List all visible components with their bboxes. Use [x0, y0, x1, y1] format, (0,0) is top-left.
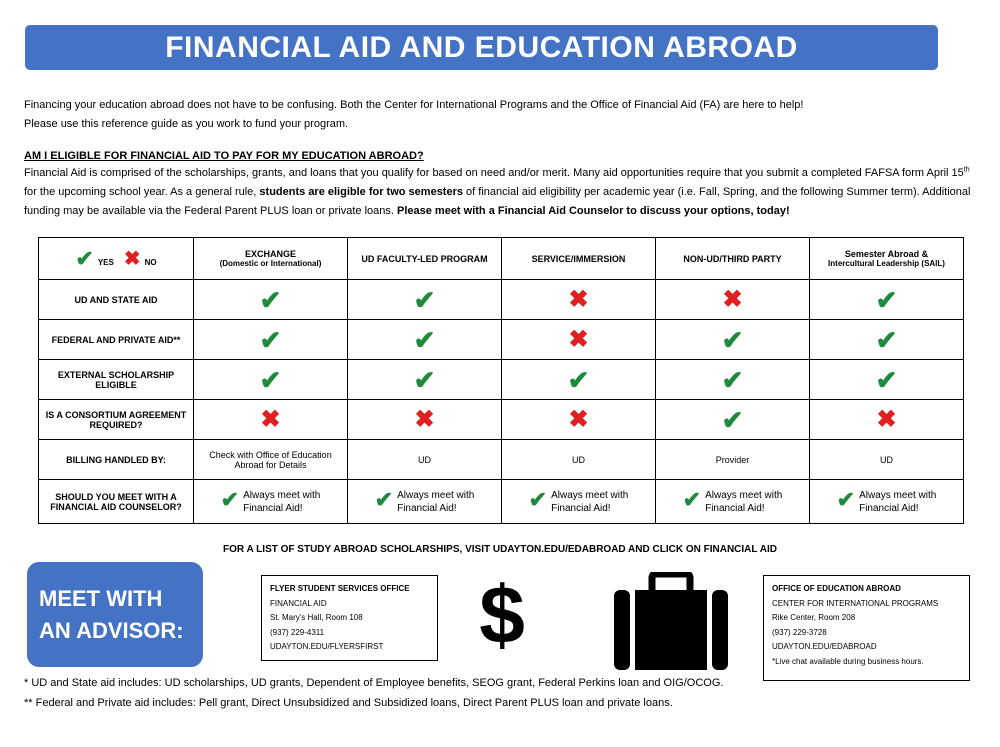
table-cell: [348, 400, 502, 440]
table-row: [39, 360, 964, 400]
para-sup: th: [963, 166, 970, 174]
row-label-text: IS A CONSORTIUM AGREEMENT REQUIRED?: [45, 409, 187, 430]
counselor-text: Financial Aid!: [705, 502, 765, 514]
legend-yes: YES: [97, 258, 114, 267]
check-icon: ✔: [567, 364, 590, 395]
column-header-label: SERVICE/IMMERSION: [531, 253, 626, 264]
table-header-row: [39, 238, 964, 280]
table-cell: [348, 320, 502, 360]
column-header-sub: Intercultural Leadership (SAIL): [828, 259, 945, 268]
check-icon: ✔: [259, 284, 282, 315]
row-label: [39, 280, 194, 320]
table-row-billing: [39, 440, 964, 480]
check-icon: ✔: [75, 245, 94, 271]
table-cell: [810, 280, 964, 320]
intro-line-1: Financing your education abroad does not have to be confusing. Both the Center for International Programs and the Office of Financial Aid (FA) are here to help!: [24, 99, 804, 111]
advisor-line-1: MEET WITH: [39, 586, 163, 611]
table-cell: [502, 400, 656, 440]
scholarships-link-text: FOR A LIST OF STUDY ABROAD SCHOLARSHIPS, VISIT UDAYTON.EDU/EDABROAD AND CLICK ON FINANCIAL AID: [223, 544, 777, 555]
advisor-line-2: AN ADVISOR:: [39, 618, 184, 643]
column-header-label: EXCHANGE: [244, 249, 296, 259]
billing-value: Provider: [715, 454, 750, 465]
counselor-cell: [810, 480, 964, 524]
legend-cell: [39, 238, 194, 280]
table-cell: [656, 360, 810, 400]
eligibility-paragraph: [24, 164, 974, 221]
para-part-1: Financial Aid is comprised of the scholarships, grants, and loans that you qualify for based on need and/or merit. Many aid opportunities require that you submit a completed FAFSA form April 15: [24, 167, 964, 179]
table-cell: [810, 400, 964, 440]
check-icon: ✔: [220, 486, 240, 512]
x-icon: ✖: [260, 405, 281, 433]
check-icon: ✔: [721, 404, 744, 435]
education-abroad-office-box: [763, 575, 970, 681]
suitcase-icon: [612, 572, 730, 677]
check-icon: ✔: [374, 486, 394, 512]
column-header-sub: (Domestic or International): [219, 259, 322, 268]
abroad-office-link: UDAYTON.EDU/EDABROAD: [772, 642, 877, 651]
table-cell: [348, 280, 502, 320]
column-header-label: Semester Abroad &: [844, 249, 929, 259]
dollar-glyph: $: [479, 575, 525, 655]
table-row: [39, 400, 964, 440]
counselor-text: Always meet with: [243, 489, 321, 501]
check-icon: ✔: [721, 364, 744, 395]
footnote-2: ** Federal and Private aid includes: Pell grant, Direct Unsubsidized and Subsidized loans, Direct Parent PLUS loan and private loans.: [24, 697, 673, 709]
counselor-cell: [194, 480, 348, 524]
column-header: [502, 238, 656, 280]
para-bold-2: Please meet with a Financial Aid Counselor to discuss your options, today!: [397, 205, 790, 217]
para-bold-1: students are eligible for two semesters: [259, 186, 463, 198]
column-header: [656, 238, 810, 280]
table-cell: [194, 360, 348, 400]
abroad-office-line: (937) 229-3728: [772, 627, 827, 637]
row-label-text: FEDERAL AND PRIVATE AID**: [51, 334, 181, 345]
row-label-text: EXTERNAL SCHOLARSHIP ELIGIBLE: [57, 369, 175, 390]
row-label: [39, 400, 194, 440]
row-label: [39, 440, 194, 480]
para-part-2: for the upcoming school year. As a general rule,: [24, 186, 260, 198]
column-header-label: UD FACULTY-LED PROGRAM: [361, 253, 488, 264]
title-banner: [25, 25, 938, 70]
table-cell: [194, 320, 348, 360]
counselor-text: Financial Aid!: [243, 502, 303, 514]
eligibility-table: [38, 237, 964, 524]
intro-text: [24, 96, 803, 134]
counselor-cell: [348, 480, 502, 524]
footnote-1: * UD and State aid includes: UD scholarships, UD grants, Dependent of Employee benefits, SEOG grant, Federal Perkins loan and OIG/OCOG.: [24, 677, 724, 689]
table-row: [39, 320, 964, 360]
check-icon: ✔: [836, 486, 856, 512]
table-cell: [656, 320, 810, 360]
check-icon: ✔: [259, 324, 282, 355]
flyer-office-title: FLYER STUDENT SERVICES OFFICE: [270, 584, 410, 593]
billing-value: UD: [418, 454, 431, 465]
table-cell: [194, 400, 348, 440]
row-label-text: UD AND STATE AID: [74, 294, 158, 305]
check-icon: ✔: [528, 486, 548, 512]
counselor-cell: [502, 480, 656, 524]
billing-value: UD: [572, 454, 585, 465]
table-row-counselor: [39, 480, 964, 524]
row-label: [39, 360, 194, 400]
billing-cell: [194, 440, 348, 480]
abroad-office-note: *Live chat available during business hours.: [772, 656, 924, 666]
dollar-icon: [478, 575, 526, 660]
x-icon: ✖: [568, 285, 589, 313]
para-part-3: of financial aid eligibility per academic year (i.e. Fall, Spring, and the following Summer term). Additional funding may be available via the Federal Parent PLUS loan or private loans.: [24, 186, 971, 217]
x-icon: ✖: [568, 405, 589, 433]
counselor-text: Always meet with: [859, 489, 937, 501]
check-icon: ✔: [682, 486, 702, 512]
table-row: [39, 280, 964, 320]
counselor-text: Financial Aid!: [397, 502, 457, 514]
counselor-text: Financial Aid!: [551, 502, 611, 514]
intro-line-2: Please use this reference guide as you work to fund your program.: [24, 118, 349, 130]
counselor-text: Always meet with: [397, 489, 475, 501]
x-icon: ✖: [414, 405, 435, 433]
table-cell: [656, 400, 810, 440]
x-icon: ✖: [123, 247, 141, 270]
billing-cell: [810, 440, 964, 480]
table-cell: [502, 280, 656, 320]
billing-value: Check with Office of Education Abroad for Details: [209, 449, 332, 470]
flyer-office-link: UDAYTON.EDU/FLYERSFIRST: [270, 642, 384, 651]
row-label: [39, 480, 194, 524]
page-title: FINANCIAL AID AND EDUCATION ABROAD: [165, 30, 798, 64]
check-icon: ✔: [413, 364, 436, 395]
eligibility-heading: AM I ELIGIBLE FOR FINANCIAL AID TO PAY FOR MY EDUCATION ABROAD?: [24, 150, 424, 162]
x-icon: ✖: [722, 285, 743, 313]
column-header-label: NON-UD/THIRD PARTY: [683, 253, 782, 264]
check-icon: ✔: [875, 324, 898, 355]
counselor-text: Financial Aid!: [859, 502, 919, 514]
flyer-office-line: (937) 229-4311: [270, 627, 325, 637]
column-header: [348, 238, 502, 280]
x-icon: ✖: [568, 325, 589, 353]
check-icon: ✔: [259, 364, 282, 395]
billing-value: UD: [880, 454, 893, 465]
billing-cell: [656, 440, 810, 480]
row-label: [39, 320, 194, 360]
flyer-office-line: St. Mary's Hall, Room 108: [270, 613, 363, 622]
check-icon: ✔: [875, 364, 898, 395]
table-cell: [502, 320, 656, 360]
check-icon: ✔: [875, 284, 898, 315]
legend-no: NO: [144, 258, 157, 267]
billing-cell: [348, 440, 502, 480]
x-icon: ✖: [876, 405, 897, 433]
column-header: [194, 238, 348, 280]
table-cell: [194, 280, 348, 320]
flyer-office-line: FINANCIAL AID: [270, 598, 327, 608]
check-icon: ✔: [413, 284, 436, 315]
counselor-cell: [656, 480, 810, 524]
table-cell: [810, 320, 964, 360]
row-label-text: BILLING HANDLED BY:: [66, 454, 166, 465]
flyer-office-box: [261, 575, 438, 661]
abroad-office-line: Rike Center, Room 208: [772, 613, 856, 622]
table-cell: [656, 280, 810, 320]
table-cell: [502, 360, 656, 400]
meet-advisor-box: [27, 562, 203, 667]
counselor-text: Always meet with: [705, 489, 783, 501]
abroad-office-title: OFFICE OF EDUCATION ABROAD: [772, 584, 901, 593]
abroad-office-line: CENTER FOR INTERNATIONAL PROGRAMS: [772, 598, 939, 608]
billing-cell: [502, 440, 656, 480]
column-header: [810, 238, 964, 280]
table-cell: [348, 360, 502, 400]
check-icon: ✔: [413, 324, 436, 355]
check-icon: ✔: [721, 324, 744, 355]
counselor-text: Always meet with: [551, 489, 629, 501]
row-label-text: SHOULD YOU MEET WITH A FINANCIAL AID COUNSELOR?: [50, 491, 182, 512]
table-cell: [810, 360, 964, 400]
